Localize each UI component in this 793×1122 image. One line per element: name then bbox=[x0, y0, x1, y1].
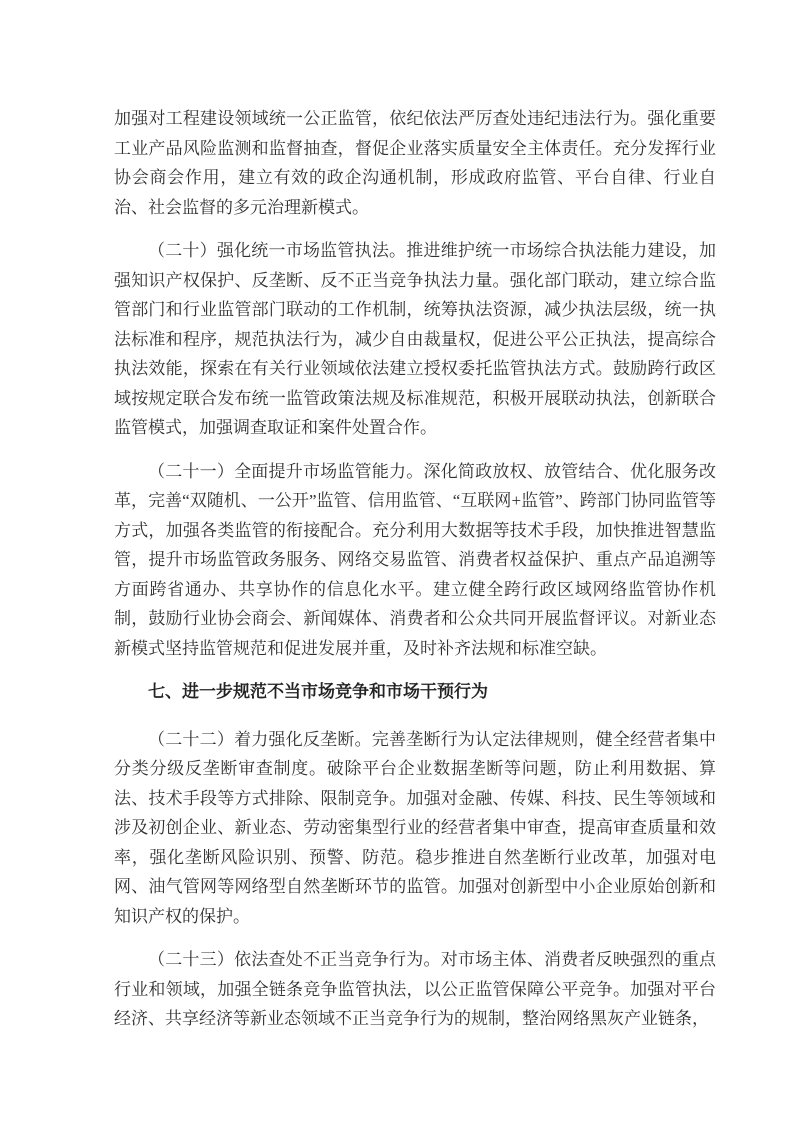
section-heading-7: 七、进一步规范不当市场竞争和市场干预行为 bbox=[148, 682, 488, 701]
document-content bbox=[114, 104, 716, 1048]
paragraph-item-22: （二十二）着力强化反垄断。完善垄断行为认定法律规则，健全经营者集中分类分级反垄断审查制度。破除平台企业数据垄断等问题，防止利用数据、算法、技术手段等方式排除、限制竞争。加强对金融、传媒、科技、民生等领域和涉及初创企业、新业态、劳动密集型行业的经营者集中审查，提高审查质量和效率，强化垄断风险识别、预警、防范。稳步推进自然垄断行业改革，加强对电网、油气管网等网络型自然垄断环节的监管。加强对创新型中小企业原始创新和知识产权的保护。 bbox=[114, 729, 716, 926]
paragraph-item-21: （二十一）全面提升市场监管能力。深化简政放权、放管结合、优化服务改革，完善“双随机、一公开”监管、信用监管、“互联网+监管”、跨部门协同监管等方式，加强各类监管的衔接配合。充分利用大数据等技术手段，加快推进智慧监管，提升市场监管政务服务、网络交易监管、消费者权益保护、重点产品追溯等方面跨省通办、共享协作的信息化水平。建立健全跨行政区域网络监管协作机制，鼓励行业协会商会、新闻媒体、消费者和公众共同开展监督评议。对新业态新模式坚持监管规范和促进发展并重，及时补齐法规和标准空缺。 bbox=[114, 461, 716, 658]
paragraph-item-23: （二十三）依法查处不正当竞争行为。对市场主体、消费者反映强烈的重点行业和领域，加强全链条竞争监管执法，以公正监管保障公平竞争。加强对平台经济、共享经济等新业态领域不正当竞争行为的规制，整治网络黑灰产业链条， bbox=[114, 950, 716, 1028]
paragraph-item-20: （二十）强化统一市场监管执法。推进维护统一市场综合执法能力建设，加强知识产权保护、反垄断、反不正当竞争执法力量。强化部门联动，建立综合监管部门和行业监管部门联动的工作机制，统筹执法资源，减少执法层级，统一执法标准和程序，规范执法行为，减少自由裁量权，促进公平公正执法，提高综合执法效能，探索在有关行业领域依法建立授权委托监管执法方式。鼓励跨行政区域按规定联合发布统一监管政策法规及标准规范，积极开展联动执法，创新联合监管模式，加强调查取证和案件处置合作。 bbox=[114, 241, 716, 437]
paragraph-continuation: 加强对工程建设领域统一公正监管，依纪依法严厉查处违纪违法行为。强化重要工业产品风险监测和监督抽查，督促企业落实质量安全主体责任。充分发挥行业协会商会作用，建立有效的政企沟通机制，形成政府监管、平台自律、行业自治、社会监督的多元治理新模式。 bbox=[114, 109, 716, 217]
